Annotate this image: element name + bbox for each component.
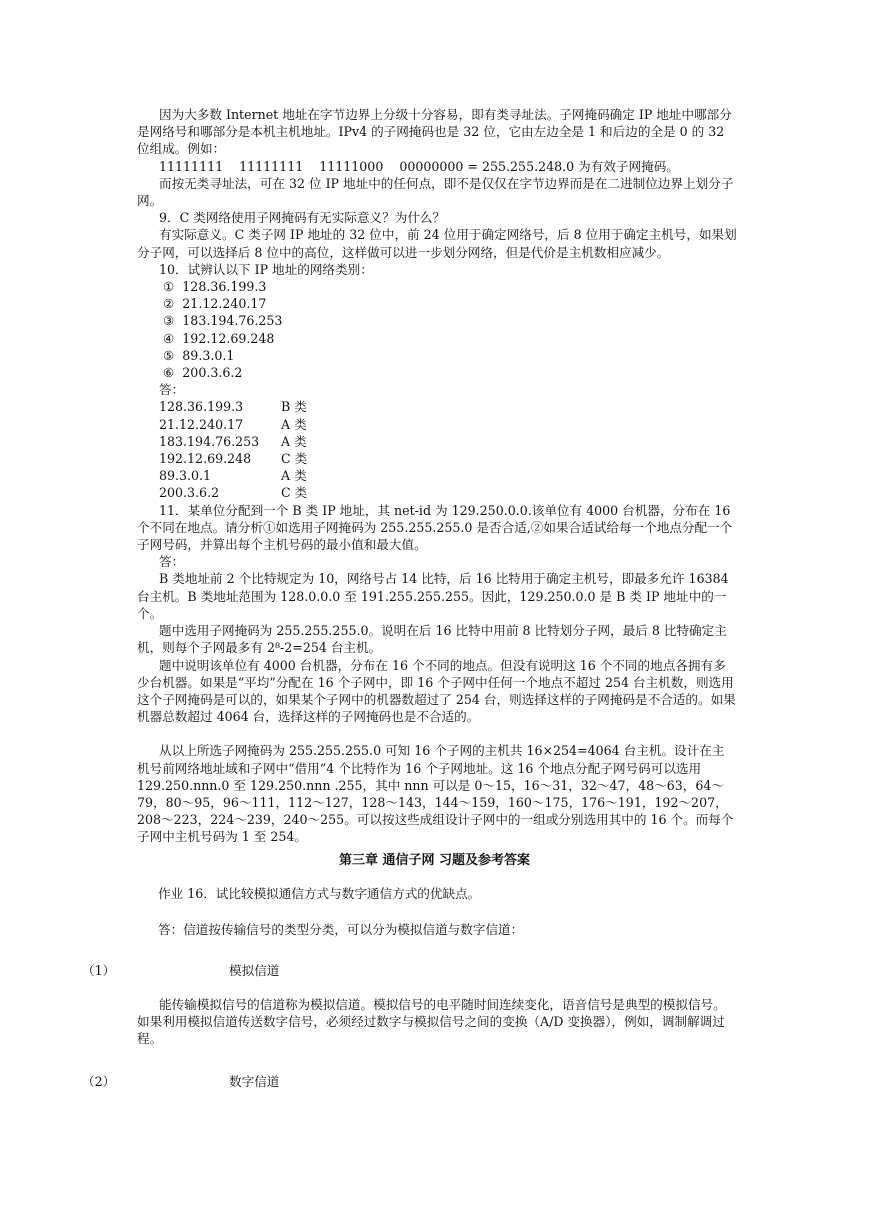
mask-example: 11111111 11111111 11111000 00000000 = 255.255.248.0 为有效子网掩码。 — [159, 158, 679, 174]
analog-channel-text: 能传输模拟信号的信道称为模拟信道。模拟信号的电平随时间连续变化，语音信号是典型的模拟信号。如果利用模拟信道传送数字信号，必须经过数字与模拟信号之间的变换（A/D 变换器），例如，调制解调过程。 — [137, 997, 726, 1047]
ip-address: 192.12.69.248 — [159, 451, 252, 467]
paragraph-classless: 而按无类寻址法，可在 32 位 IP 地址中的任何点，即不是仅仅在字节边界而是在二进制位边界上划分子网。 — [137, 175, 734, 209]
section-subnet-mask — [137, 106, 737, 846]
item-label: 数字信道 — [229, 1074, 280, 1089]
answer-11-paragraph: 题中说明该单位有 4000 台机器，分布在 16 个不同的地点。但没有说明这 16 个不同的地点各拥有多少台机器。如果是“平均”分配在 16 个子网中，即 16 个子网中任何一个地点不超过 254 台主机数，则选用这个子网掩码是可以的，如果某个子网中的机器数超过了 254 台，则选择这样的子网掩码是不合适的。如果机器总数超过 4064 台，选择这样的子网掩码也是不合适的。 — [137, 657, 736, 725]
list-item: ④ 192.12.69.248 — [163, 330, 275, 346]
ip-class: C 类 — [281, 485, 308, 501]
ip-address: 200.3.6.2 — [159, 485, 220, 501]
table-row — [159, 433, 737, 450]
answer-11-paragraph: B 类地址前 2 个比特规定为 10，网络号占 14 比特，后 16 比特用于确定主机号，即最多允许 16384 台主机。B 类地址范围为 128.0.0.0 至 191.255.255.255。因此，129.250.0.0 是 B 类 IP 地址中的一个。 — [137, 571, 729, 621]
ip-address: 183.194.76.253 — [159, 433, 260, 449]
answer-9: 有实际意义。C 类子网 IP 地址的 32 位中，前 24 位用于确定网络号，后 8 位用于确定主机号，如果划分子网，可以选择后 8 位中的高位，这样做可以进一步划分网络，但是代价是主机数相应减少。 — [137, 227, 737, 260]
ip-class: A 类 — [281, 433, 307, 449]
item-number: （1） — [82, 963, 116, 978]
table-row — [159, 398, 737, 415]
question-10-list — [137, 278, 737, 381]
ip-class: A 类 — [281, 416, 307, 432]
paragraph-classful: 因为大多数 Internet 地址在字节边界上分级十分容易，即有类寻址法。子网掩码确定 IP 地址中哪部分是网络号和哪部分是本机主机地址。IPv4 的子网掩码也是 32 位，它由左边全是 1 和后边的全是 0 的 32 位组成。例如： — [137, 107, 732, 157]
answer-11-paragraph: 题中选用子网掩码为 255.255.255.0。说明在后 16 比特中用前 8 比特划分子网，最后 8 比特确定主机，则每个子网最多有 2⁸-2=254 台主机。 — [137, 623, 727, 656]
answer-11-paragraph: 从以上所选子网掩码为 255.255.255.0 可知 16 个子网的主机共 16×254=4064 台主机。设计在主机号前网络地址域和子网中“借用”4 个比特作为 16 个子网地址。这 16 个地点分配子网号码可以选用 129.250.nnn.0 至 129.250.nnn .255，其中 nnn 可以是 0～15，16～31，32～47，48～63，64～79，80～95，96～111，112～127，128～143，144～159，160～175，176～191，192～207，208～223，224～239，240～255。可以按这些成组设计子网中的一组或分别选用其中的 16 个。而每个子网中主机号码为 1 至 254。 — [137, 743, 734, 845]
ip-class: A 类 — [281, 468, 307, 484]
answer-10-table — [137, 398, 737, 501]
table-row — [159, 467, 737, 484]
answer-intro: 答：信道按传输信号的类型分类，可以分为模拟信道与数字信道： — [158, 922, 524, 937]
table-row — [159, 450, 737, 467]
ip-address: 21.12.240.17 — [159, 416, 244, 432]
question-11: 11．某单位分配到一个 B 类 IP 地址，其 net-id 为 129.250.0.0.该单位有 4000 台机器，分布在 16 个不同在地点。请分析①如选用子网掩码为 255.255.255.0 是否合适,②如果合适试给每一个地点分配一个子网号码，并算出每个主机号码的最小值和最大值。 — [137, 502, 733, 553]
ip-address: 89.3.0.1 — [159, 468, 212, 484]
chapter-heading: 第三章 通信子网 习题及参考答案 — [338, 853, 531, 868]
table-row — [159, 416, 737, 433]
ip-class: B 类 — [281, 399, 307, 415]
list-item: ③ 183.194.76.253 — [163, 313, 283, 329]
homework-16: 作业 16．试比较模拟通信方式与数字通信方式的优缺点。 — [158, 886, 481, 901]
answer-label: 答： — [159, 554, 185, 570]
table-row — [159, 484, 737, 501]
item-label: 模拟信道 — [229, 963, 280, 978]
list-item: ⑤ 89.3.0.1 — [163, 347, 235, 363]
item-number: （2） — [82, 1074, 116, 1089]
list-item: ② 21.12.240.17 — [163, 296, 267, 312]
list-item: ⑥ 200.3.6.2 — [163, 365, 243, 381]
question-10: 10．试辨认以下 IP 地址的网络类别： — [159, 261, 373, 277]
ip-class: C 类 — [281, 451, 308, 467]
list-item: ① 128.36.199.3 — [163, 279, 267, 295]
ip-address: 128.36.199.3 — [159, 399, 244, 415]
question-9: 9．C 类网络使用子网掩码有无实际意义？为什么？ — [159, 210, 446, 226]
answer-label: 答： — [159, 382, 185, 398]
